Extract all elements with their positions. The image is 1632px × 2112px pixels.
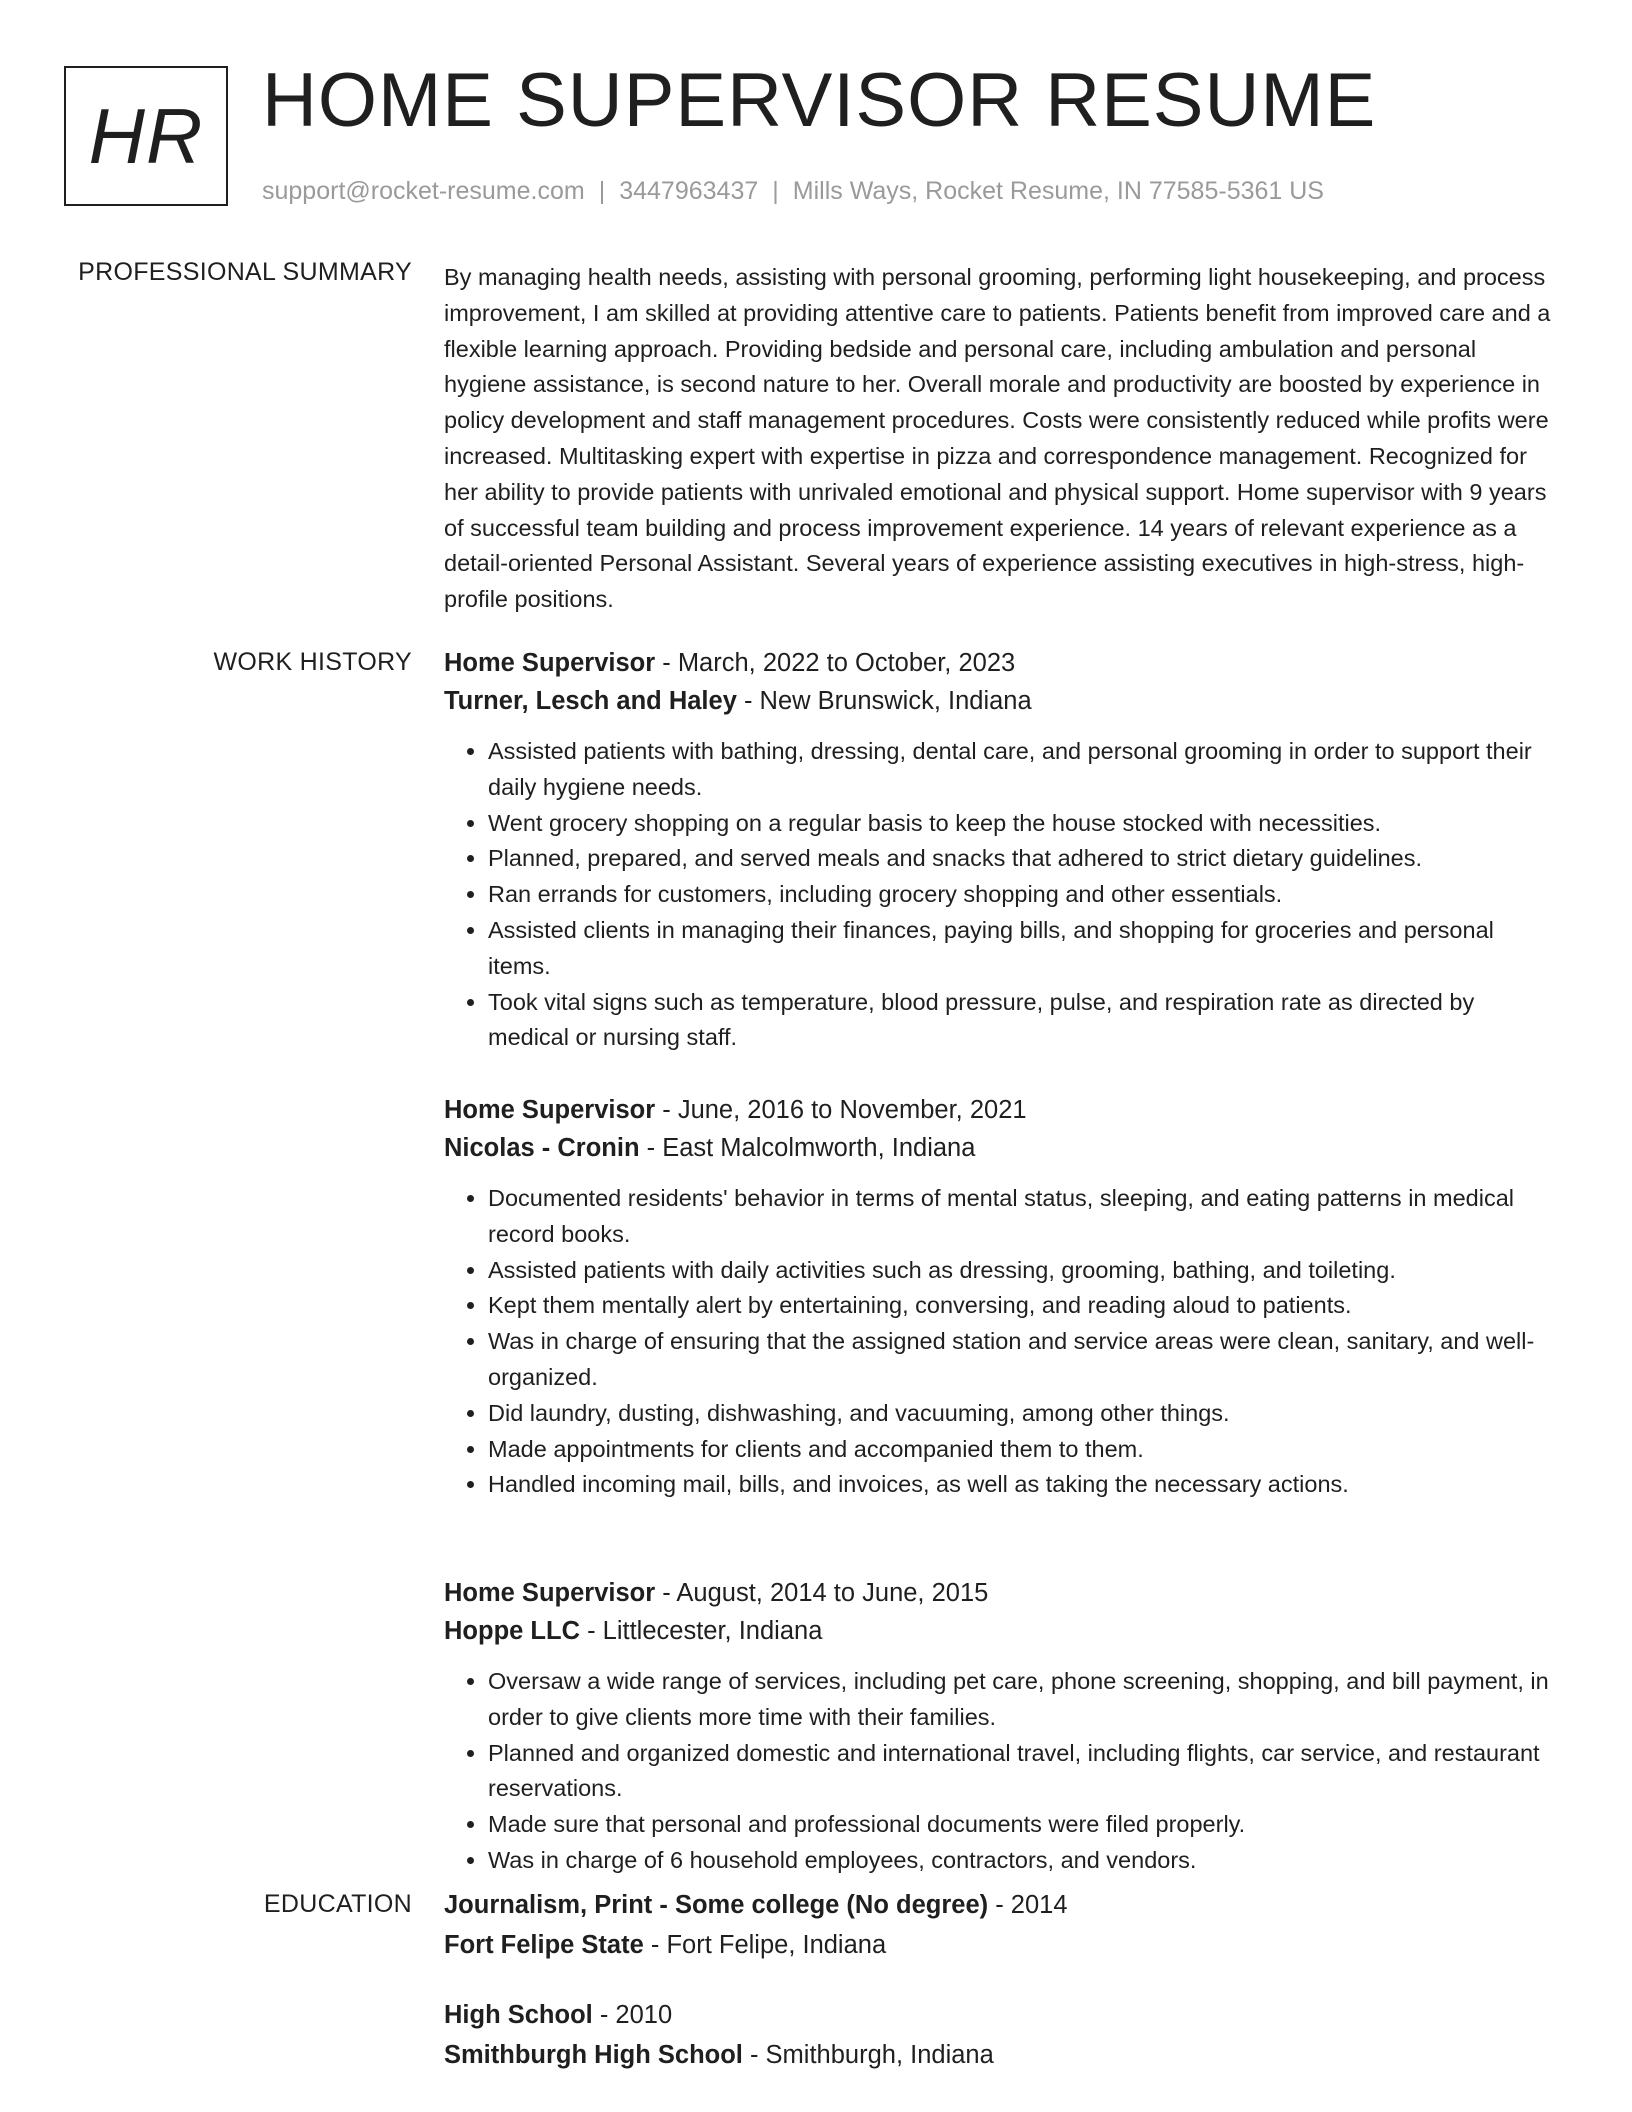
job-bullet: • Made appointments for clients and accompanied them to them.: [488, 1432, 1554, 1468]
job-company-line: [444, 1129, 1554, 1167]
job-title-line: [444, 1574, 1554, 1612]
job-bullet: • Ran errands for customers, including grocery shopping and other essentials.: [488, 877, 1554, 913]
monogram-initials: HR: [88, 91, 204, 180]
job-bullets: [444, 1664, 1554, 1879]
job-title-line: [444, 644, 1554, 682]
job-bullet: • Was in charge of 6 household employees, contractors, and vendors.: [488, 1843, 1554, 1879]
education-school-line: [444, 1926, 1554, 1964]
job-bullet: • Handled incoming mail, bills, and invoices, as well as taking the necessary actions.: [488, 1467, 1554, 1503]
job-bullets: [444, 734, 1554, 1056]
education-entry: [444, 1996, 1554, 2074]
contact-separator: |: [598, 177, 606, 205]
contact-phone[interactable]: 3447963437: [619, 177, 759, 205]
job-dates: - August, 2014 to June, 2015: [655, 1579, 989, 1607]
job-bullet: • Planned, prepared, and served meals and snacks that adhered to strict dietary guidelines.: [488, 841, 1554, 877]
education-school: Smithburgh High School: [444, 2041, 743, 2069]
job-title: Home Supervisor: [444, 1579, 656, 1607]
education-school: Fort Felipe State: [444, 1931, 644, 1959]
job-company: Nicolas - Cronin: [444, 1134, 640, 1162]
job-dates: - June, 2016 to November, 2021: [655, 1096, 1027, 1124]
job-bullet: • Assisted patients with bathing, dressing, dental care, and personal grooming in order to support their daily hygiene needs.: [488, 734, 1554, 806]
job-entry: [444, 644, 1554, 1056]
job-location: - Littlecester, Indiana: [579, 1617, 823, 1645]
job-bullets: [444, 1181, 1554, 1503]
education-degree: Journalism, Print - Some college (No degree): [444, 1891, 989, 1919]
monogram-box: [64, 66, 228, 206]
job-location: - East Malcolmworth, Indiana: [639, 1134, 976, 1162]
job-bullet: • Oversaw a wide range of services, including pet care, phone screening, shopping, and bill payment, in order to give clients more time with their families.: [488, 1664, 1554, 1736]
job-bullet: • Kept them mentally alert by entertaining, conversing, and reading aloud to patients.: [488, 1288, 1554, 1324]
job-entry: [444, 1091, 1554, 1503]
job-bullet: • Assisted clients in managing their finances, paying bills, and shopping for groceries and personal items.: [488, 913, 1554, 985]
education-degree: High School: [444, 2001, 593, 2029]
education-degree-line: [444, 1886, 1554, 1924]
education-year: - 2014: [988, 1891, 1068, 1919]
job-company-line: [444, 1612, 1554, 1650]
job-bullet: • Did laundry, dusting, dishwashing, and vacuuming, among other things.: [488, 1396, 1554, 1432]
job-title: Home Supervisor: [444, 649, 656, 677]
job-dates: - March, 2022 to October, 2023: [655, 649, 1016, 677]
education-location: - Fort Felipe, Indiana: [643, 1931, 887, 1959]
contact-separator: |: [772, 177, 779, 205]
job-company: Hoppe LLC: [444, 1617, 580, 1645]
job-entry: [444, 1574, 1554, 1879]
job-company-line: [444, 682, 1554, 720]
education-entry: [444, 1886, 1554, 1964]
section-heading-summary: PROFESSIONAL SUMMARY: [78, 258, 412, 286]
job-bullet: • Made sure that personal and professional documents were filed properly.: [488, 1807, 1554, 1843]
section-heading-work-history: WORK HISTORY: [213, 648, 412, 676]
job-title: Home Supervisor: [444, 1096, 656, 1124]
education-year: - 2010: [592, 2001, 673, 2029]
job-title-line: [444, 1091, 1554, 1129]
education-location: - Smithburgh, Indiana: [742, 2041, 994, 2069]
job-bullet: • Went grocery shopping on a regular basis to keep the house stocked with necessities.: [488, 806, 1554, 842]
job-location: - New Brunswick, Indiana: [736, 687, 1032, 715]
contact-line: [262, 174, 1324, 208]
job-bullet: • Documented residents' behavior in terms of mental status, sleeping, and eating patterns in medical record books.: [488, 1181, 1554, 1253]
section-heading-education: EDUCATION: [263, 1890, 412, 1918]
job-company: Turner, Lesch and Haley: [444, 687, 737, 715]
job-bullet: • Was in charge of ensuring that the assigned station and service areas were clean, sanitary, and well-organized.: [488, 1324, 1554, 1396]
resume-title: HOME SUPERVISOR RESUME: [262, 58, 1377, 143]
education-degree-line: [444, 1996, 1554, 2034]
job-bullet: • Assisted patients with daily activities such as dressing, grooming, bathing, and toileting.: [488, 1253, 1554, 1289]
education-school-line: [444, 2036, 1554, 2074]
contact-address: Mills Ways, Rocket Resume, IN 77585-5361 US: [792, 177, 1324, 205]
job-bullet: • Planned and organized domestic and international travel, including flights, car service, and restaurant reservations.: [488, 1736, 1554, 1808]
summary-text: By managing health needs, assisting with personal grooming, performing light housekeeping, and process improvement, I am skilled at providing attentive care to patients. Patients benefit from improved care and a flexible learning approach. Providing bedside and personal care, including ambulation and personal hygiene assistance, is second nature to her. Overall morale and productivity are boosted by experience in policy development and staff management procedures. Costs were consistently reduced while profits were increased. Multitasking expert with expertise in pizza and correspondence management. Recognized for her ability to provide patients with unrivaled emotional and physical support. Home supervisor with 9 years of successful team building and process improvement experience. 14 years of relevant experience as a detail-oriented Personal Assistant. Several years of experience assisting executives in high-stress, high-profile positions.: [444, 264, 1551, 613]
job-bullet: • Took vital signs such as temperature, blood pressure, pulse, and respiration rate as directed by medical or nursing staff.: [488, 985, 1554, 1057]
contact-email[interactable]: support@rocket-resume.com: [262, 177, 585, 205]
